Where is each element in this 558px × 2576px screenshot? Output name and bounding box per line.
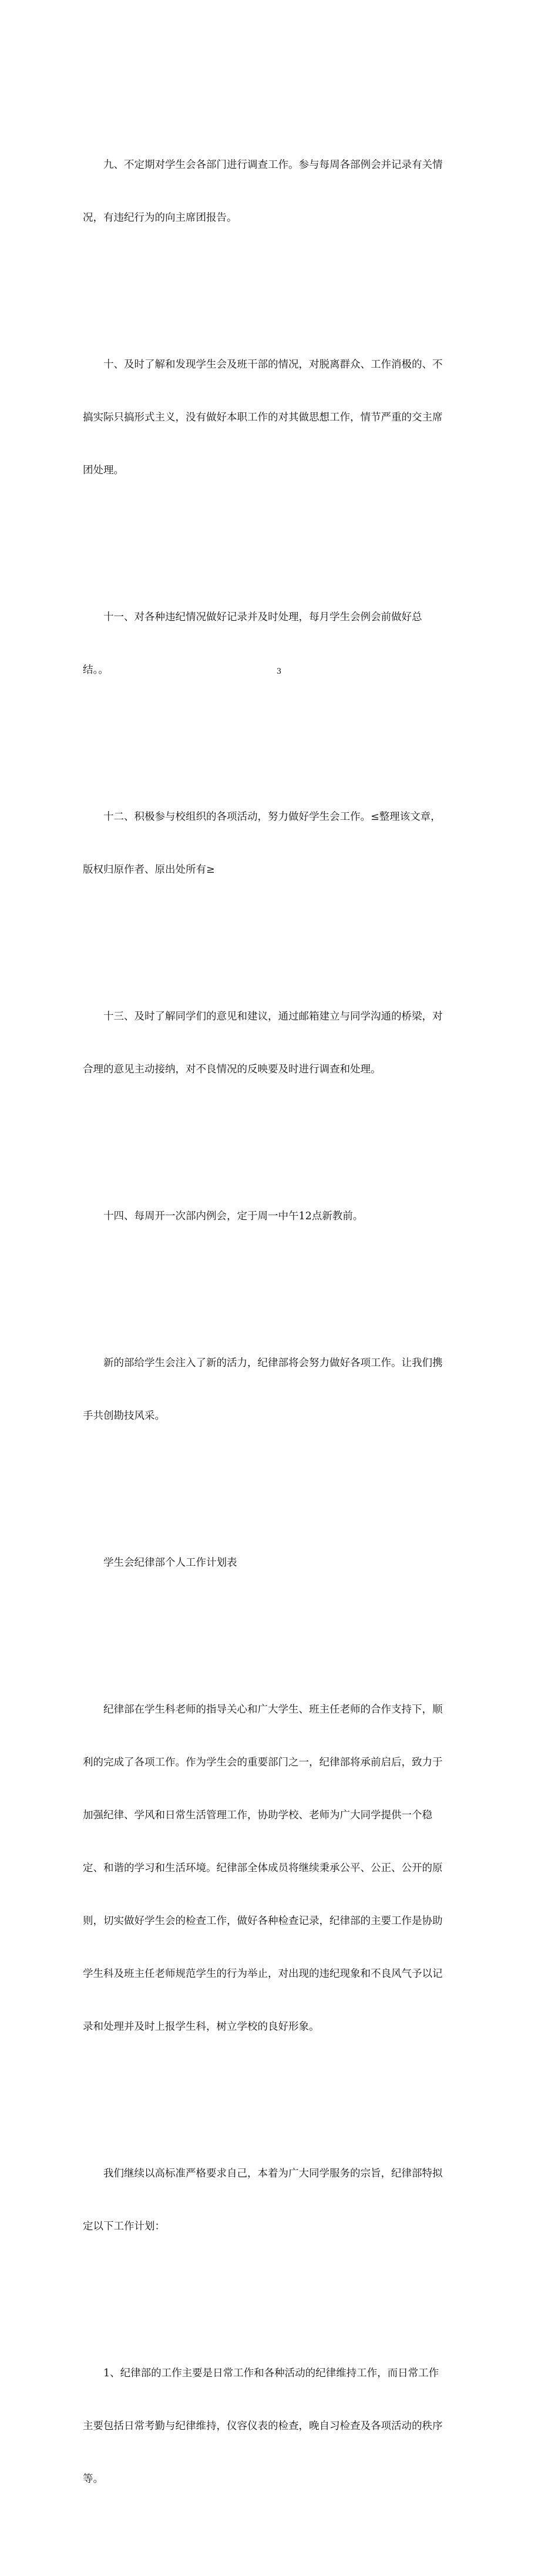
paragraph-12 xyxy=(83,773,475,914)
document-body xyxy=(83,68,475,2576)
paragraph-plan-intro xyxy=(83,2130,475,2271)
paragraph-line: 纪律部在学生科老师的指导关心和广大学生、班主任老师的合作支持下，顺 xyxy=(103,1704,443,1716)
paragraph-line: 十四、每周开一次部内例会，定于周一中午12点新教前。 xyxy=(103,1210,364,1222)
paragraph-line: 定、和谐的学习和生活环境。纪律部全体成员将继续秉承公平、公正、公开的原 xyxy=(83,1862,443,1874)
paragraph-line: 则，切实做好学生会的检查工作，做好各种检查记录，纪律部的主要工作是协助 xyxy=(83,1915,443,1927)
paragraph-line: 等。 xyxy=(83,2473,103,2485)
paragraph-line: 利的完成了各项工作。作为学生会的重要部门之一，纪律部将承前启后，致力于 xyxy=(83,1757,443,1768)
paragraph-11 xyxy=(83,573,475,714)
paragraph-line: 况，有违纪行为的向主席团报告。 xyxy=(83,212,237,224)
paragraph-line: 我们继续以高标准严格要求自己，本着为广大同学服务的宗旨，纪律部特拟 xyxy=(103,2168,443,2180)
paragraph-14 xyxy=(83,1172,475,1260)
paragraph-line: 十一、对各种违纪情况做好记录并及时处理，每月学生会例会前做好总 xyxy=(103,611,422,623)
paragraph-line: 十二、积极参与校组织的各项活动，努力做好学生会工作。≤整理该文章， xyxy=(103,811,441,823)
paragraph-line: 加强纪律、学风和日常生活管理工作，协助学校、老师为广大同学提供一个稳 xyxy=(83,1810,432,1821)
paragraph-line: 十、及时了解和发现学生会及班干部的情况，对脱离群众、工作消极的、不 xyxy=(103,359,443,371)
paragraph-closing xyxy=(83,1319,475,1460)
paragraph-13 xyxy=(83,973,475,1114)
paragraph-line: 手共创勘技风采。 xyxy=(83,1410,165,1422)
paragraph-line: 主要包括日常考勤与纪律维持，仪容仪表的检查，晚自习检查及各项活动的秩序 xyxy=(83,2420,443,2432)
section-title xyxy=(83,1519,475,1607)
paragraph-10 xyxy=(83,321,475,514)
paragraph-plan-1 xyxy=(83,2329,475,2523)
paragraph-line: 搞实际只搞形式主义，没有做好本职工作的对其做思想工作，情节严重的交主席 xyxy=(83,412,443,423)
paragraph-line: 录和处理并及时上报学生科，树立学校的良好形象。 xyxy=(83,2021,320,2033)
paragraph-line: 定以下工作计划： xyxy=(83,2221,165,2232)
paragraph-line: 新的部给学生会注入了新的活力，纪律部将会努力做好各项工作。让我们携 xyxy=(103,1357,443,1369)
paragraph-line: 结。。 xyxy=(83,664,109,676)
paragraph-9 xyxy=(83,121,475,262)
section-title-text: 学生会纪律部个人工作计划表 xyxy=(103,1557,237,1569)
paragraph-line: 版权归原作者、原出处所有≥ xyxy=(83,864,215,876)
paragraph-intro xyxy=(83,1666,475,2071)
paragraph-line: 合理的意见主动接纳，对不良情况的反映要及时进行调查和处理。 xyxy=(83,1064,381,1075)
paragraph-line: 学生科及班主任老师规范学生的行为举止，对出现的违纪现象和不良风气予以记 xyxy=(83,1968,443,1980)
paragraph-line: 十三、及时了解同学们的意见和建议，通过邮箱建立与同学沟通的桥梁，对 xyxy=(103,1011,443,1023)
paragraph-line: 九、不定期对学生会各部门进行调查工作。参与每周各部例会并记录有关情 xyxy=(103,159,443,171)
page-number: 3 xyxy=(276,667,282,676)
paragraph-line: 团处理。 xyxy=(83,465,124,476)
paragraph-line: 1、纪律部的工作主要是日常工作和各种活动的纪律维持工作，而日常工作 xyxy=(103,2368,439,2379)
